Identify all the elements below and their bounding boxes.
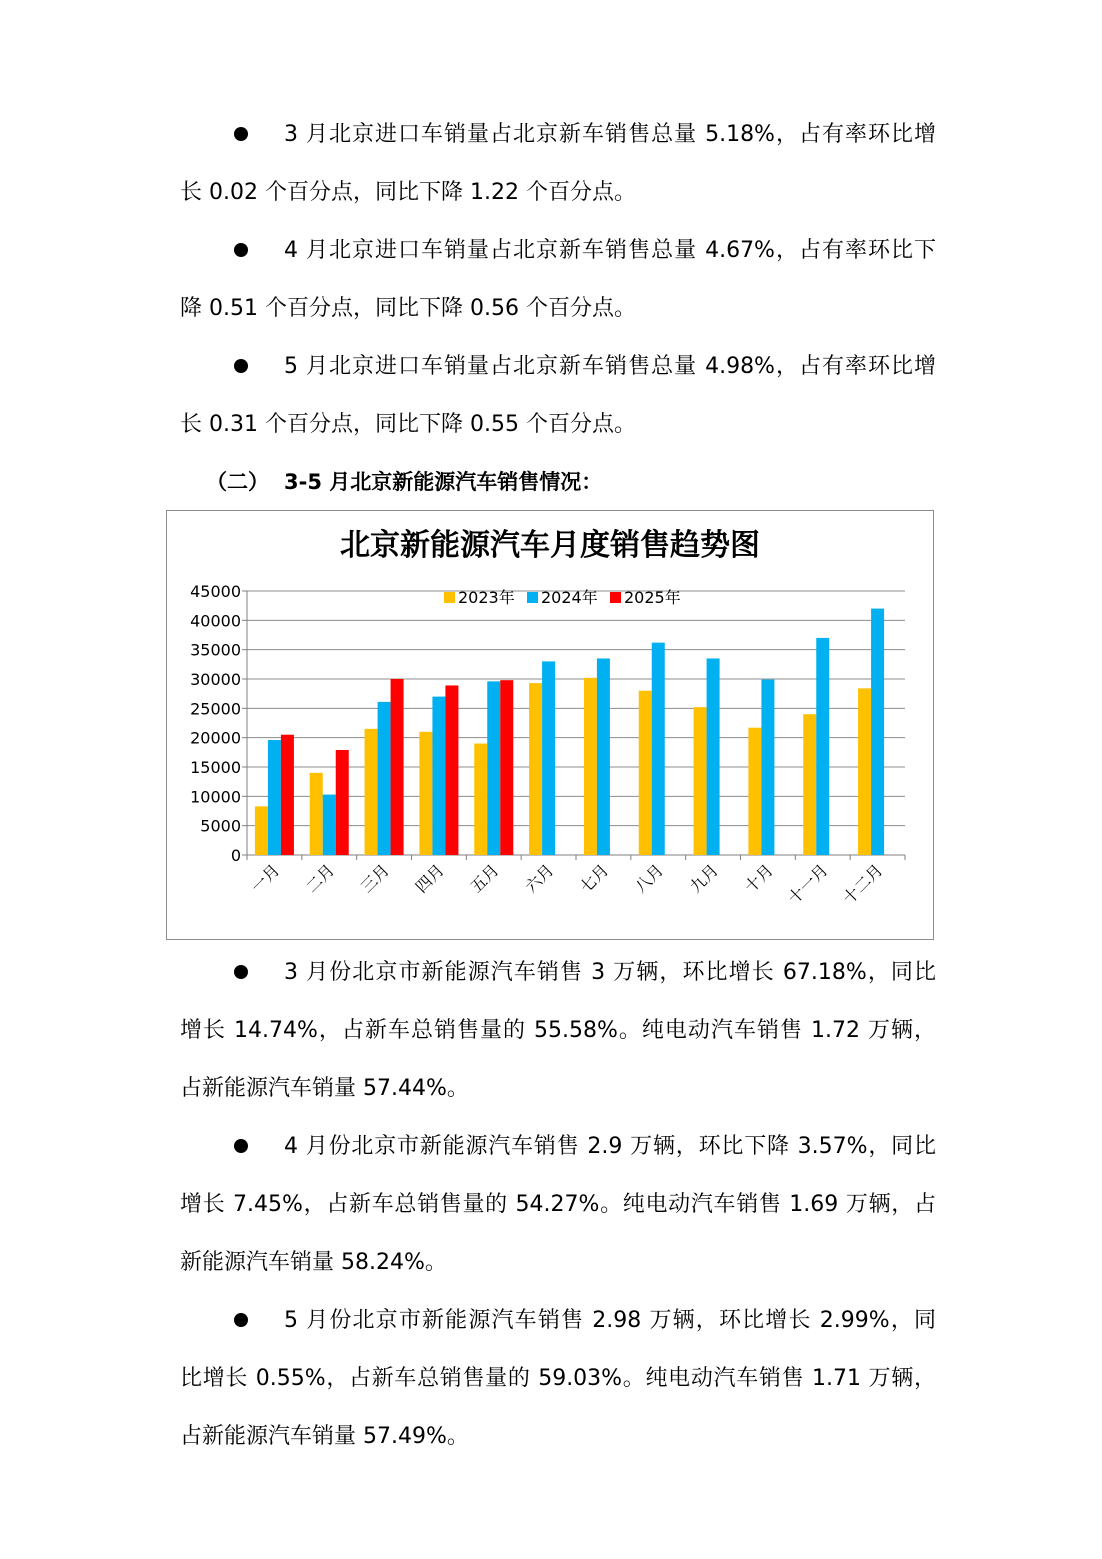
paragraph-line: 长 0.31 个百分点，同比下降 0.55 个百分点。 — [180, 412, 636, 437]
bar — [281, 735, 294, 855]
legend-swatch — [527, 592, 538, 603]
paragraph-line: 比增长 0.55%，占新车总销售量的 59.03%。纯电动汽车销售 1.71 万辆， — [180, 1366, 936, 1391]
x-tick-label: 十月 — [740, 860, 777, 897]
legend-label: 2024年 — [541, 588, 598, 607]
bullet-icon — [234, 359, 248, 373]
x-tick-label: 二月 — [302, 860, 339, 897]
bar — [419, 732, 432, 855]
section-number: （二） — [206, 470, 269, 494]
paragraph-line: 占新能源汽车销量 57.44%。 — [180, 1076, 469, 1101]
paragraph-line: 4 月份北京市新能源汽车销售 2.9 万辆，环比下降 3.57%，同比 — [284, 1134, 936, 1159]
y-tick-label: 40000 — [190, 611, 241, 631]
legend-swatch — [610, 592, 621, 603]
section-heading — [206, 466, 602, 496]
bar — [707, 658, 720, 855]
x-tick-label: 六月 — [521, 860, 558, 897]
bar — [542, 661, 555, 855]
bar — [268, 740, 281, 855]
y-tick-label: 45000 — [190, 582, 241, 601]
bar — [323, 795, 336, 855]
bar — [336, 750, 349, 855]
paragraph-line: 5 月北京进口车销量占北京新车销售总量 4.98%，占有率环比增 — [284, 354, 936, 379]
bullet-icon — [234, 1313, 248, 1327]
paragraph-line: 增长 14.74%，占新车总销售量的 55.58%。纯电动汽车销售 1.72 万辆， — [180, 1018, 936, 1043]
paragraph-line: 5 月份北京市新能源汽车销售 2.98 万辆，环比增长 2.99%，同 — [284, 1308, 936, 1333]
bar — [487, 681, 500, 855]
bar — [694, 707, 707, 855]
bar — [858, 688, 871, 855]
bar — [445, 685, 458, 855]
paragraph-line: 新能源汽车销量 58.24%。 — [180, 1250, 447, 1275]
bar — [761, 680, 774, 855]
bar — [500, 680, 513, 855]
bullet-icon — [234, 1139, 248, 1153]
bar — [639, 691, 652, 855]
legend-label: 2025年 — [624, 588, 681, 607]
paragraph-line: 3 月份北京市新能源汽车销售 3 万辆，环比增长 67.18%，同比 — [284, 960, 936, 985]
paragraph-line: 3 月北京进口车销量占北京新车销售总量 5.18%，占有率环比增 — [284, 122, 936, 147]
bar — [391, 679, 404, 855]
y-tick-label: 15000 — [190, 758, 241, 777]
x-tick-label: 十一月 — [784, 860, 832, 908]
y-tick-label: 20000 — [190, 728, 241, 748]
chart-svg — [167, 511, 933, 939]
x-tick-label: 七月 — [576, 860, 613, 897]
x-tick-label: 三月 — [356, 860, 393, 897]
bar — [310, 773, 323, 855]
bar — [803, 714, 816, 855]
paragraph-line: 占新能源汽车销量 57.49%。 — [180, 1424, 469, 1449]
y-tick-label: 0 — [230, 846, 241, 865]
legend-swatch — [444, 592, 455, 603]
bar — [652, 643, 665, 855]
bar — [365, 729, 378, 855]
bar — [584, 678, 597, 855]
y-tick-label: 25000 — [190, 699, 241, 719]
bar — [474, 744, 487, 855]
bar — [871, 609, 884, 855]
bullet-icon — [234, 127, 248, 141]
y-tick-label: 5000 — [200, 816, 241, 836]
bar — [432, 697, 445, 855]
x-tick-label: 一月 — [247, 860, 284, 897]
paragraph-line: 降 0.51 个百分点，同比下降 0.56 个百分点。 — [180, 296, 636, 321]
bar — [597, 658, 610, 855]
x-tick-label: 五月 — [466, 860, 503, 897]
x-tick-label: 九月 — [685, 860, 722, 897]
y-tick-label: 10000 — [190, 787, 241, 807]
y-tick-label: 35000 — [190, 640, 241, 660]
chart-title: 北京新能源汽车月度销售趋势图 — [340, 528, 760, 563]
y-tick-label: 30000 — [190, 670, 241, 689]
bullet-icon — [234, 965, 248, 979]
paragraph-line: 4 月北京进口车销量占北京新车销售总量 4.67%，占有率环比下 — [284, 238, 936, 263]
bar — [816, 638, 829, 855]
bar — [378, 702, 391, 855]
bar — [255, 806, 268, 855]
bullet-icon — [234, 243, 248, 257]
section-title: 3-5 月北京新能源汽车销售情况： — [284, 470, 603, 494]
sales-trend-chart — [166, 510, 934, 940]
x-tick-label: 四月 — [411, 860, 448, 897]
paragraph-line: 长 0.02 个百分点，同比下降 1.22 个百分点。 — [180, 180, 636, 205]
legend-label: 2023年 — [458, 588, 515, 607]
paragraph-line: 增长 7.45%，占新车总销售量的 54.27%。纯电动汽车销售 1.69 万辆，占 — [180, 1192, 936, 1217]
bar — [529, 683, 542, 855]
bar — [748, 728, 761, 855]
x-tick-label: 十二月 — [839, 860, 887, 908]
x-tick-label: 八月 — [631, 860, 668, 897]
